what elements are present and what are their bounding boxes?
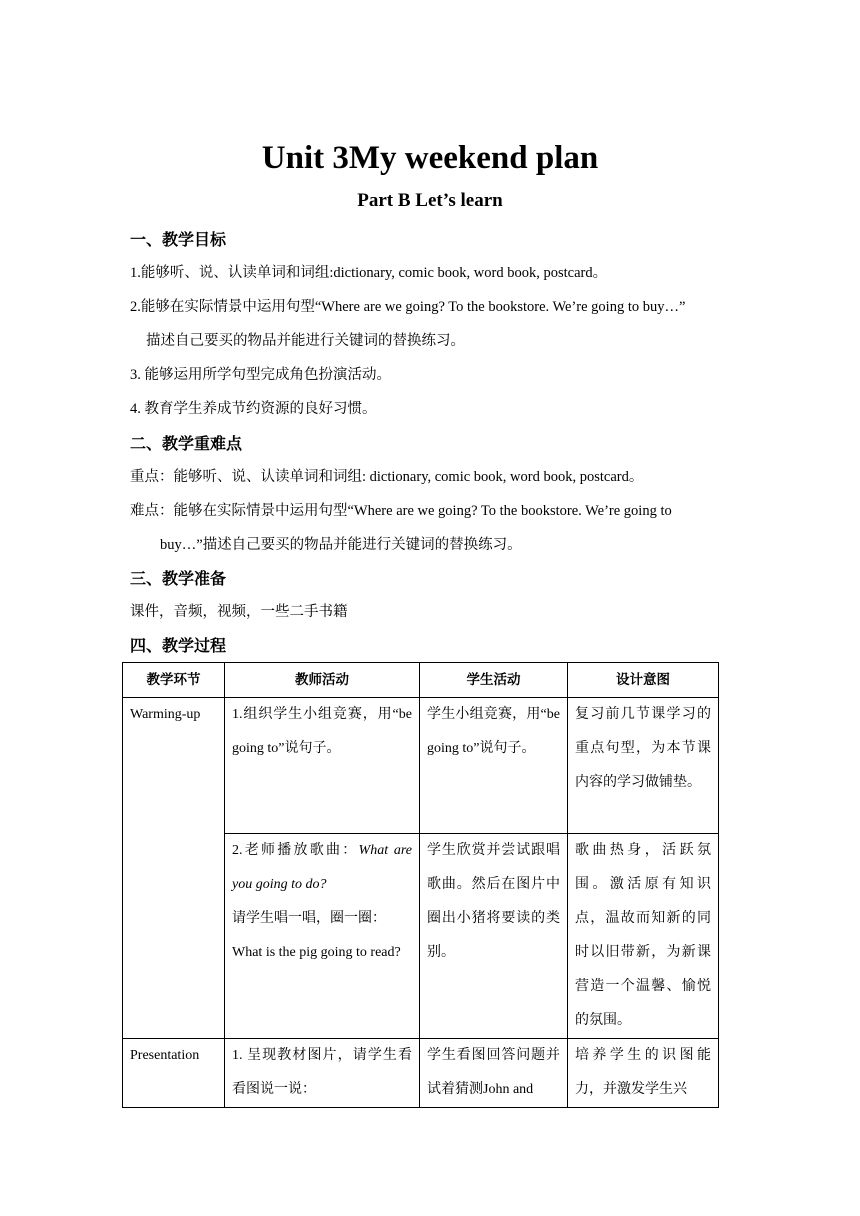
design-intent-cell: 歌曲热身，活跃氛围。激活原有知识点，温故而知新的同时以旧带新，为新课营造一个温馨、愉悦的氛围。	[568, 834, 719, 1039]
goal-item: 2.能够在实际情景中运用句型“Where are we going? To the bookstore. We’re going to buy…”	[130, 299, 686, 315]
section-heading-goals: 一、教学目标	[130, 230, 227, 249]
goal-item: 1.能够听、说、认读单词和词组:dictionary, comic book, word book, postcard。	[130, 265, 608, 281]
teaching-process-table	[122, 662, 719, 1108]
header-teacher-activity: 教师活动	[225, 663, 420, 698]
document-subtitle: Part B Let’s learn	[357, 190, 503, 211]
key-point-item: 重点：能够听、说、认读单词和词组: dictionary, comic book, word book, postcard。	[130, 469, 644, 485]
table-row	[123, 1039, 719, 1108]
goal-item-continued: 描述自己要买的物品并能进行关键词的替换练习。	[146, 333, 465, 349]
stage-cell: Presentation	[123, 1039, 225, 1108]
preparation-text: 课件，音频，视频，一些二手书籍	[130, 604, 348, 620]
stage-cell	[123, 698, 225, 1039]
difficult-point-item: 难点：能够在实际情景中运用句型“Where are we going? To the bookstore. We’re going to	[130, 503, 672, 519]
teacher-activity-text: What is the pig going to read?	[232, 945, 401, 960]
design-intent-cell: 复习前几节课学习的重点句型，为本节课内容的学习做铺垫。	[568, 698, 719, 834]
teacher-activity-cell	[225, 834, 420, 1039]
header-student-activity: 学生活动	[420, 663, 568, 698]
student-activity-cell: 学生小组竞赛，用“be going to”说句子。	[420, 698, 568, 834]
header-design-intent: 设计意图	[568, 663, 719, 698]
teacher-activity-cell: 1.组织学生小组竞赛，用“be going to”说句子。	[225, 698, 420, 834]
design-intent-cell: 培养学生的识图能力，并激发学生兴	[568, 1039, 719, 1108]
song-title: What are you going to do?	[232, 843, 412, 892]
table-header-row	[123, 663, 719, 698]
section-heading-preparation: 三、教学准备	[130, 569, 227, 588]
section-heading-key-points: 二、教学重难点	[130, 434, 243, 453]
section-heading-process: 四、教学过程	[130, 636, 227, 655]
stage-label: Warming-up	[130, 707, 201, 722]
header-stage: 教学环节	[123, 663, 225, 698]
teacher-activity-cell: 1. 呈现教材图片，请学生看看图说一说：	[225, 1039, 420, 1108]
table-row	[123, 698, 719, 834]
goal-item: 4. 教育学生养成节约资源的良好习惯。	[130, 401, 377, 417]
document-title: Unit 3My weekend plan	[261, 140, 599, 176]
difficult-point-continued: buy…”描述自己要买的物品并能进行关键词的替换练习。	[160, 537, 522, 553]
student-activity-cell: 学生看图回答问题并试着猜测John and	[420, 1039, 568, 1108]
goal-item: 3. 能够运用所学句型完成角色扮演活动。	[130, 367, 391, 383]
teacher-activity-text: 请学生唱一唱，圈一圈：	[232, 911, 386, 926]
student-activity-cell: 学生欣赏并尝试跟唱歌曲。然后在图片中圈出小猪将要读的类别。	[420, 834, 568, 1039]
teacher-activity-text: 2.老师播放歌曲：	[232, 843, 359, 858]
